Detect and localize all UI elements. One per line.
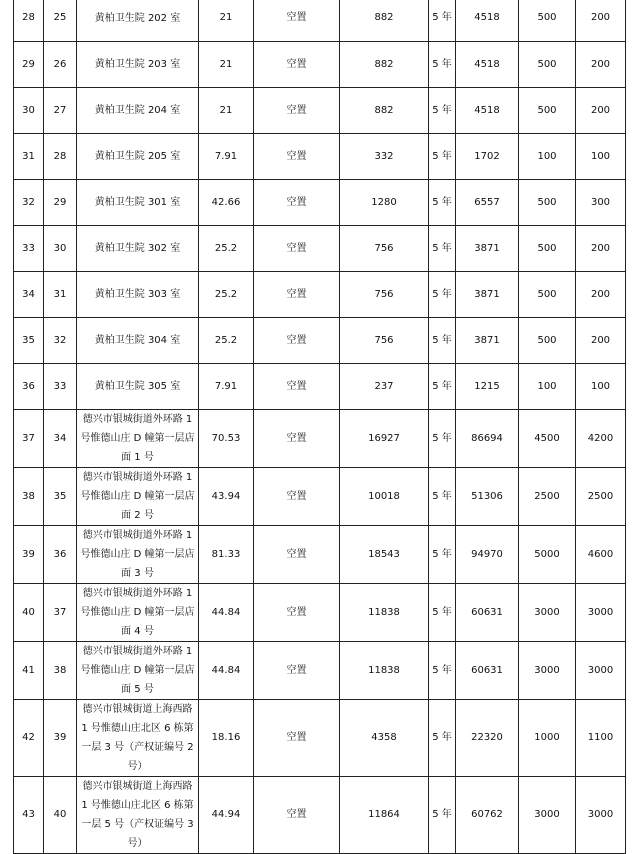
- value-cell-2: 6557: [456, 180, 519, 226]
- value-cell-3: 2500: [519, 468, 576, 526]
- location-cell: 德兴市银城街道外环路 1 号惟德山庄 D 幢第一层店面 5 号: [77, 642, 199, 700]
- term-cell: 5 年: [429, 318, 456, 364]
- location-cell: 黄柏卫生院 305 室: [77, 364, 199, 410]
- table-row: [14, 318, 626, 364]
- status-cell: 空置: [254, 42, 340, 88]
- value-cell-1: 11838: [340, 584, 429, 642]
- area-cell: 21: [199, 88, 254, 134]
- location-cell: 德兴市银城街道上海西路 1 号惟德山庄北区 6 栋第一层 3 号（产权证编号 2 号）: [77, 700, 199, 777]
- value-cell-4: 200: [576, 272, 626, 318]
- value-cell-3: 5000: [519, 526, 576, 584]
- value-cell-1: 11864: [340, 777, 429, 854]
- status-cell: 空置: [254, 134, 340, 180]
- table-body: [14, 0, 626, 854]
- value-cell-1: 756: [340, 272, 429, 318]
- value-cell-1: 16927: [340, 410, 429, 468]
- status-cell: 空置: [254, 468, 340, 526]
- value-cell-3: 3000: [519, 584, 576, 642]
- row-seq-cell: 42: [14, 700, 44, 777]
- status-cell: 空置: [254, 526, 340, 584]
- location-cell: 德兴市银城街道上海西路 1 号惟德山庄北区 6 栋第一层 5 号（产权证编号 3 号）: [77, 777, 199, 854]
- value-cell-4: 200: [576, 226, 626, 272]
- value-cell-2: 3871: [456, 272, 519, 318]
- location-cell: 黄柏卫生院 302 室: [77, 226, 199, 272]
- area-cell: 21: [199, 42, 254, 88]
- status-cell: 空置: [254, 410, 340, 468]
- value-cell-2: 60762: [456, 777, 519, 854]
- value-cell-3: 100: [519, 134, 576, 180]
- row-seq-cell: 37: [14, 410, 44, 468]
- value-cell-4: 100: [576, 364, 626, 410]
- table-row: [14, 226, 626, 272]
- value-cell-2: 60631: [456, 584, 519, 642]
- value-cell-2: 3871: [456, 318, 519, 364]
- value-cell-3: 500: [519, 226, 576, 272]
- status-cell: 空置: [254, 700, 340, 777]
- term-cell: 5 年: [429, 88, 456, 134]
- status-cell: 空置: [254, 272, 340, 318]
- value-cell-2: 60631: [456, 642, 519, 700]
- location-cell: 德兴市银城街道外环路 1 号惟德山庄 D 幢第一层店面 2 号: [77, 468, 199, 526]
- term-cell: 5 年: [429, 584, 456, 642]
- table-row: [14, 272, 626, 318]
- value-cell-2: 1702: [456, 134, 519, 180]
- value-cell-4: 3000: [576, 642, 626, 700]
- value-cell-2: 22320: [456, 700, 519, 777]
- table-row: [14, 364, 626, 410]
- value-cell-2: 94970: [456, 526, 519, 584]
- value-cell-2: 1215: [456, 364, 519, 410]
- table-row: [14, 700, 626, 777]
- row-seq-cell: 43: [14, 777, 44, 854]
- location-cell: 黄柏卫生院 205 室: [77, 134, 199, 180]
- term-cell: 5 年: [429, 777, 456, 854]
- term-cell: 5 年: [429, 272, 456, 318]
- location-cell: 黄柏卫生院 203 室: [77, 42, 199, 88]
- location-cell: 黄柏卫生院 303 室: [77, 272, 199, 318]
- status-cell: 空置: [254, 364, 340, 410]
- value-cell-3: 500: [519, 318, 576, 364]
- value-cell-4: 300: [576, 180, 626, 226]
- term-cell: 5 年: [429, 410, 456, 468]
- value-cell-1: 11838: [340, 642, 429, 700]
- row-number-cell: 39: [44, 700, 77, 777]
- row-seq-cell: 36: [14, 364, 44, 410]
- location-cell: 德兴市银城街道外环路 1 号惟德山庄 D 幢第一层店面 4 号: [77, 584, 199, 642]
- table-row: [14, 88, 626, 134]
- table-row: [14, 42, 626, 88]
- row-seq-cell: 29: [14, 42, 44, 88]
- row-number-cell: 32: [44, 318, 77, 364]
- term-cell: 5 年: [429, 468, 456, 526]
- area-cell: 42.66: [199, 180, 254, 226]
- value-cell-3: 3000: [519, 777, 576, 854]
- row-seq-cell: 41: [14, 642, 44, 700]
- value-cell-1: 332: [340, 134, 429, 180]
- value-cell-1: 756: [340, 318, 429, 364]
- row-number-cell: 25: [44, 0, 77, 42]
- value-cell-4: 2500: [576, 468, 626, 526]
- row-seq-cell: 40: [14, 584, 44, 642]
- row-seq-cell: 31: [14, 134, 44, 180]
- area-cell: 43.94: [199, 468, 254, 526]
- table-row: [14, 777, 626, 854]
- value-cell-1: 882: [340, 42, 429, 88]
- term-cell: 5 年: [429, 526, 456, 584]
- value-cell-4: 100: [576, 134, 626, 180]
- status-cell: 空置: [254, 318, 340, 364]
- term-cell: 5 年: [429, 0, 456, 42]
- row-number-cell: 33: [44, 364, 77, 410]
- area-cell: 44.84: [199, 584, 254, 642]
- row-number-cell: 31: [44, 272, 77, 318]
- table-row: [14, 410, 626, 468]
- value-cell-4: 200: [576, 318, 626, 364]
- area-cell: 7.91: [199, 364, 254, 410]
- row-seq-cell: 38: [14, 468, 44, 526]
- value-cell-2: 51306: [456, 468, 519, 526]
- area-cell: 25.2: [199, 226, 254, 272]
- property-table: [13, 0, 626, 854]
- value-cell-3: 500: [519, 180, 576, 226]
- table-row: [14, 468, 626, 526]
- value-cell-1: 756: [340, 226, 429, 272]
- value-cell-1: 18543: [340, 526, 429, 584]
- value-cell-4: 200: [576, 0, 626, 42]
- area-cell: 70.53: [199, 410, 254, 468]
- status-cell: 空置: [254, 88, 340, 134]
- term-cell: 5 年: [429, 226, 456, 272]
- row-number-cell: 40: [44, 777, 77, 854]
- term-cell: 5 年: [429, 700, 456, 777]
- value-cell-3: 3000: [519, 642, 576, 700]
- value-cell-3: 4500: [519, 410, 576, 468]
- row-seq-cell: 34: [14, 272, 44, 318]
- value-cell-4: 200: [576, 42, 626, 88]
- area-cell: 25.2: [199, 318, 254, 364]
- location-cell: 黄柏卫生院 202 室: [77, 0, 199, 42]
- area-cell: 44.94: [199, 777, 254, 854]
- row-number-cell: 34: [44, 410, 77, 468]
- value-cell-3: 500: [519, 42, 576, 88]
- row-seq-cell: 39: [14, 526, 44, 584]
- value-cell-1: 882: [340, 0, 429, 42]
- value-cell-2: 86694: [456, 410, 519, 468]
- table-row: [14, 180, 626, 226]
- value-cell-2: 4518: [456, 0, 519, 42]
- term-cell: 5 年: [429, 364, 456, 410]
- term-cell: 5 年: [429, 180, 456, 226]
- location-cell: 德兴市银城街道外环路 1 号惟德山庄 D 幢第一层店面 1 号: [77, 410, 199, 468]
- term-cell: 5 年: [429, 642, 456, 700]
- value-cell-1: 237: [340, 364, 429, 410]
- status-cell: 空置: [254, 226, 340, 272]
- area-cell: 44.84: [199, 642, 254, 700]
- status-cell: 空置: [254, 0, 340, 42]
- value-cell-4: 4600: [576, 526, 626, 584]
- value-cell-3: 500: [519, 0, 576, 42]
- row-seq-cell: 28: [14, 0, 44, 42]
- value-cell-1: 882: [340, 88, 429, 134]
- status-cell: 空置: [254, 642, 340, 700]
- value-cell-4: 1100: [576, 700, 626, 777]
- value-cell-2: 4518: [456, 42, 519, 88]
- row-number-cell: 37: [44, 584, 77, 642]
- location-cell: 黄柏卫生院 204 室: [77, 88, 199, 134]
- location-cell: 黄柏卫生院 304 室: [77, 318, 199, 364]
- status-cell: 空置: [254, 584, 340, 642]
- row-number-cell: 35: [44, 468, 77, 526]
- value-cell-1: 10018: [340, 468, 429, 526]
- row-seq-cell: 33: [14, 226, 44, 272]
- row-seq-cell: 30: [14, 88, 44, 134]
- term-cell: 5 年: [429, 134, 456, 180]
- value-cell-4: 3000: [576, 584, 626, 642]
- area-cell: 7.91: [199, 134, 254, 180]
- value-cell-2: 4518: [456, 88, 519, 134]
- table-row: [14, 526, 626, 584]
- row-number-cell: 29: [44, 180, 77, 226]
- term-cell: 5 年: [429, 42, 456, 88]
- table-row: [14, 0, 626, 42]
- value-cell-3: 100: [519, 364, 576, 410]
- table-row: [14, 134, 626, 180]
- value-cell-4: 3000: [576, 777, 626, 854]
- area-cell: 21: [199, 0, 254, 42]
- value-cell-1: 1280: [340, 180, 429, 226]
- area-cell: 25.2: [199, 272, 254, 318]
- area-cell: 81.33: [199, 526, 254, 584]
- row-seq-cell: 32: [14, 180, 44, 226]
- value-cell-2: 3871: [456, 226, 519, 272]
- row-seq-cell: 35: [14, 318, 44, 364]
- row-number-cell: 28: [44, 134, 77, 180]
- table-row: [14, 584, 626, 642]
- location-cell: 德兴市银城街道外环路 1 号惟德山庄 D 幢第一层店面 3 号: [77, 526, 199, 584]
- status-cell: 空置: [254, 180, 340, 226]
- value-cell-4: 200: [576, 88, 626, 134]
- area-cell: 18.16: [199, 700, 254, 777]
- row-number-cell: 27: [44, 88, 77, 134]
- row-number-cell: 38: [44, 642, 77, 700]
- value-cell-4: 4200: [576, 410, 626, 468]
- value-cell-1: 4358: [340, 700, 429, 777]
- table-row: [14, 642, 626, 700]
- row-number-cell: 26: [44, 42, 77, 88]
- value-cell-3: 1000: [519, 700, 576, 777]
- value-cell-3: 500: [519, 88, 576, 134]
- row-number-cell: 30: [44, 226, 77, 272]
- status-cell: 空置: [254, 777, 340, 854]
- row-number-cell: 36: [44, 526, 77, 584]
- location-cell: 黄柏卫生院 301 室: [77, 180, 199, 226]
- value-cell-3: 500: [519, 272, 576, 318]
